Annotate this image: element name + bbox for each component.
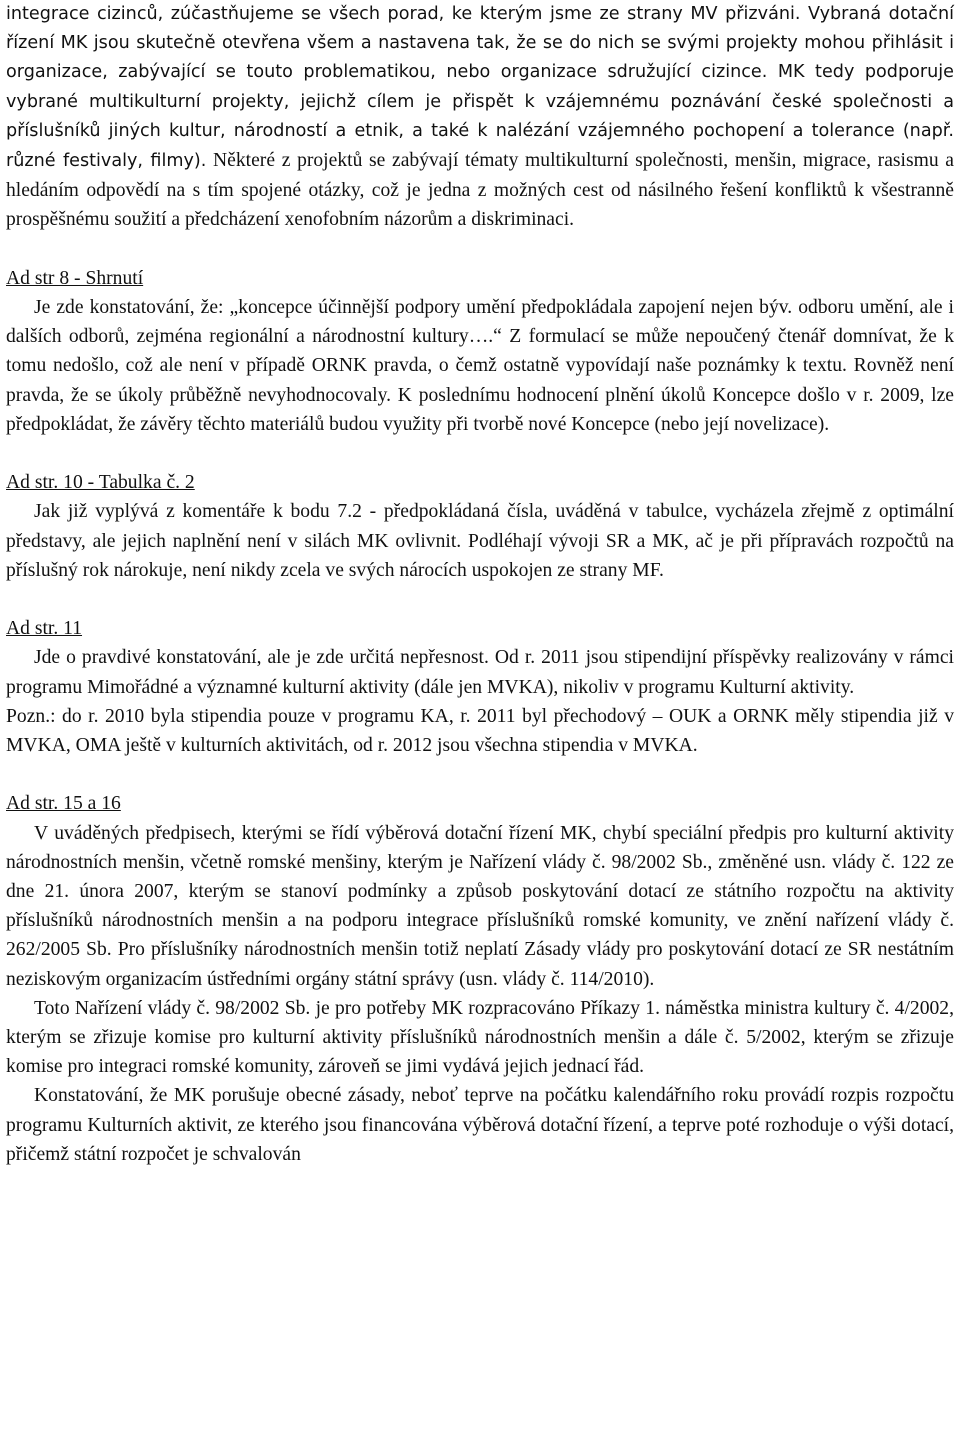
spacer <box>6 760 954 789</box>
section-heading: Ad str 8 - Shrnutí <box>6 267 144 289</box>
section-str-8 <box>6 264 954 439</box>
section-paragraph: Toto Nařízení vlády č. 98/2002 Sb. je pro potřeby MK rozpracováno Příkazy 1. náměstka ministra kultury č. 4/2002, kterým se zřizuje komise pro kulturní aktivity příslušníků národnostních menšin a dále č. 5/2002, kterým se zřizuje komise pro integraci romské komunity, zároveň se jimi vydává jejich jednací řád. <box>6 997 954 1078</box>
intro-serif-text: Některé z projektů se zabývají tématy multikulturní společnosti, menšin, migrace, rasismu a hledáním odpovědí na s tím spojené otázky, což je jedna z možných cest od násilného řešení konfliktů k všestranně prospěšnému soužití a předcházení xenofobním názorům a diskriminaci. <box>6 150 954 231</box>
section-paragraph: Konstatování, že MK porušuje obecné zásady, neboť teprve na počátku kalendářního roku provádí rozpis rozpočtu programu Kulturních aktivit, ze kterého jsou financována výběrová dotační řízení, a teprve poté rozhoduje o výši dotací, přičemž státní rozpočet je schvalován <box>6 1085 954 1165</box>
section-paragraph: Jak již vyplývá z komentáře k bodu 7.2 - předpokládaná čísla, uváděná v tabulce, vycházela zřejmě z optimální představy, ale jejich naplnění není v silách MK ovlivnit. Podléhají vývoji SR a MK, ač je při přípravách rozpočtů na příslušný rok nárokuje, není nikdy zcela ve svých nárocích uspokojen ze strany MF. <box>6 501 954 581</box>
section-heading: Ad str. 15 a 16 <box>6 793 121 815</box>
section-heading: Ad str. 10 - Tabulka č. 2 <box>6 472 195 494</box>
document-page <box>6 0 954 1169</box>
section-str-11 <box>6 614 954 760</box>
section-paragraph: Jde o pravdivé konstatování, ale je zde určitá nepřesnost. Od r. 2011 jsou stipendijní příspěvky realizovány v rámci programu Mimořádné a významné kulturní aktivity (dále jen MVKA), nikoliv v programu Kulturní aktivity. <box>6 647 954 698</box>
section-str-15-16 <box>6 789 954 1169</box>
section-note: Pozn.: do r. 2010 byla stipendia pouze v programu KA, r. 2011 byl přechodový – OUK a ORNK měly stipendia již v MVKA, OMA ještě v kulturních aktivitách, od r. 2012 jsou všechna stipendia v MVKA. <box>6 705 954 757</box>
section-paragraph: V uváděných předpisech, kterými se řídí výběrová dotační řízení MK, chybí speciální předpis pro kulturní aktivity národnostních menšin, včetně romské menšiny, kterým je Nařízení vlády č. 98/2002 Sb., změněné usn. vlády č. 122 ze dne 21. února 2007, kterým se stanoví podmínky a způsob poskytování dotací ze státního rozpočtu na aktivity příslušníků národnostních menšin a na podporu integrace příslušníků romské komunity, ve znění nařízení vlády č. 262/2005 Sb. Pro příslušníky národnostních menšin totiž neplatí Zásady vlády pro poskytování dotací ze SR nestátním neziskovým organizacím ústředními orgány státní správy (usn. vlády č. 114/2010). <box>6 822 954 990</box>
spacer <box>6 235 954 264</box>
intro-paragraph <box>6 0 954 235</box>
section-heading: Ad str. 11 <box>6 618 83 640</box>
section-paragraph: Je zde konstatování, že: „koncepce účinnější podpory umění předpokládala zapojení nejen býv. odboru umění, ale i dalších odborů, zejména regionální a národnostní kultury….“ Z formulací se může nepoučený čtenář domnívat, že k tomu nedošlo, což ale není v případě ORNK pravda, o čemž ostatně vypovídají naše poznámky k textu. Rovněž není pravda, že se úkoly průběžně nevyhodnocovaly. K poslednímu hodnocení plnění úkolů Koncepce došlo v r. 2009, lze předpokládat, že závěry těchto materiálů budou využity při tvorbě nové Koncepce (nebo její novelizace). <box>6 297 954 435</box>
spacer <box>6 585 954 614</box>
section-str-10 <box>6 468 954 585</box>
spacer <box>6 439 954 468</box>
intro-sans-text: integrace cizinců, zúčastňujeme se všech porad, ke kterým jsme ze strany MV přizváni. Vybraná dotační řízení MK jsou skutečně otevřena všem a nastavena tak, že se do nich se svými projekty mohou přihlásit i organizace, zabývající se touto problematikou, nebo organizace sdružující cizince. MK tedy podporuje vybrané multikulturní projekty, jejichž cílem je přispět k vzájemnému poznávání české společnosti a příslušníků jiných kultur, národností a etnik, a také k nalézání vzájemného pochopení a tolerance (např. různé festivaly, filmy). <box>6 4 954 172</box>
